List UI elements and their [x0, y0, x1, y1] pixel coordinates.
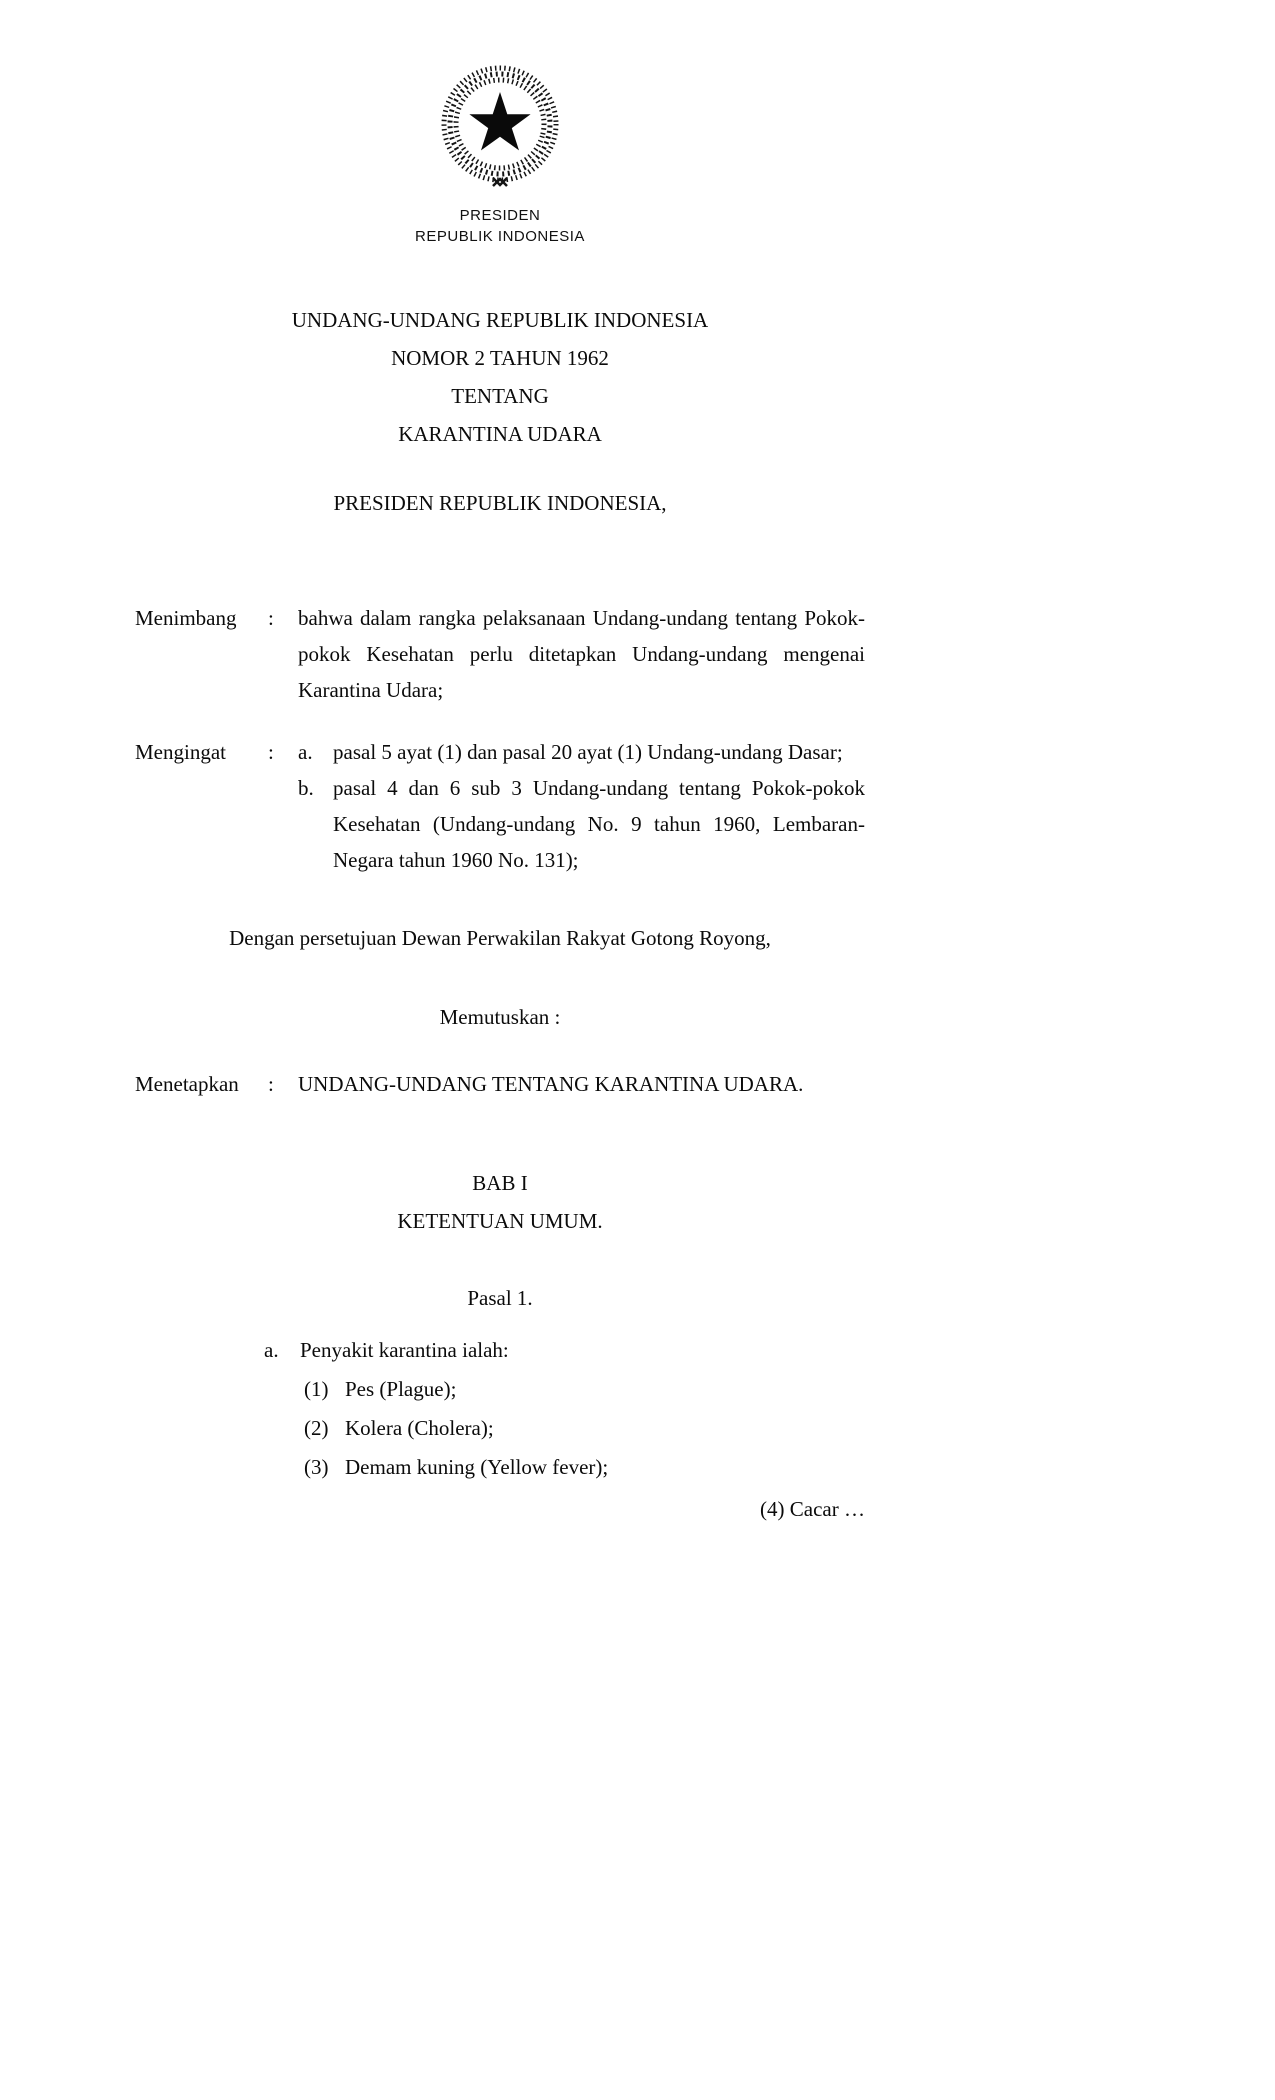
enactment-row — [135, 1066, 865, 1102]
recital-item-a-text: pasal 5 ayat (1) dan pasal 20 ayat (1) Undang-undang Dasar; — [333, 740, 843, 764]
considerations-colon: : — [268, 606, 274, 630]
enactment-colon: : — [268, 1072, 274, 1096]
recitals-label: Mengingat — [135, 740, 226, 764]
disease-item-1-marker: (1) — [304, 1377, 329, 1401]
disease-item-3 — [135, 1448, 865, 1487]
disease-item-2-marker: (2) — [304, 1416, 329, 1440]
article-item-a-marker: a. — [264, 1338, 279, 1362]
law-title-line3: TENTANG — [451, 384, 549, 408]
article-heading: Pasal 1. — [467, 1286, 533, 1310]
disease-item-3-marker: (3) — [304, 1455, 329, 1479]
considerations-text: bahwa dalam rangka pelaksanaan Undang-undang tentang Pokok-pokok Kesehatan perlu ditetapkan Undang-undang mengenai Karantina Udara; — [298, 606, 865, 702]
law-title-line1: UNDANG-UNDANG REPUBLIK INDONESIA — [291, 308, 709, 332]
law-title-block — [135, 301, 865, 453]
chapter-number: BAB I — [472, 1171, 528, 1195]
enactment-text: UNDANG-UNDANG TENTANG KARANTINA UDARA. — [298, 1072, 804, 1096]
considerations-label: Menimbang — [135, 606, 237, 630]
article-item-a-text: Penyakit karantina ialah: — [300, 1338, 509, 1362]
disease-item-2 — [135, 1409, 865, 1448]
recital-item-b-marker: b. — [298, 776, 314, 800]
recital-item-b-text: pasal 4 dan 6 sub 3 Undang-undang tentang Pokok-pokok Kesehatan (Undang-undang No. 9 tahun 1960, Lembaran-Negara tahun 1960 No. 131); — [333, 776, 865, 872]
recital-item-a — [298, 734, 865, 770]
disease-item-2-text: Kolera (Cholera); — [345, 1416, 494, 1440]
article-item-a-indent — [135, 1331, 264, 1370]
agreement-line: Dengan persetujuan Dewan Perwakilan Rakyat Gotong Royong, — [229, 926, 771, 950]
chapter-title: KETENTUAN UMUM. — [397, 1209, 603, 1233]
document-content — [135, 0, 865, 1522]
recitals-colon: : — [268, 740, 274, 764]
presidential-seal-icon — [430, 60, 570, 200]
recital-item-b — [298, 770, 865, 878]
letterhead-presiden: PRESIDEN — [459, 207, 541, 224]
law-title-line4: KARANTINA UDARA — [398, 422, 602, 446]
recitals-list — [298, 734, 865, 878]
salutation: PRESIDEN REPUBLIK INDONESIA, — [333, 491, 667, 515]
disease-item-1-text: Pes (Plague); — [345, 1377, 457, 1401]
disease-item-1 — [135, 1370, 865, 1409]
page-catchword: (4) Cacar … — [760, 1497, 865, 1521]
decision-heading: Memutuskan : — [439, 1005, 561, 1029]
recital-item-a-marker: a. — [298, 740, 313, 764]
considerations-row — [135, 600, 865, 708]
enactment-label: Menetapkan — [135, 1072, 239, 1096]
letterhead-republik-indonesia: REPUBLIK INDONESIA — [415, 228, 585, 245]
law-title-line2: NOMOR 2 TAHUN 1962 — [391, 346, 609, 370]
article-item-a — [135, 1331, 865, 1370]
chapter-heading — [135, 1164, 865, 1240]
disease-list — [135, 1370, 865, 1487]
disease-item-3-text: Demam kuning (Yellow fever); — [345, 1455, 609, 1479]
recitals-row — [135, 734, 865, 878]
letterhead — [135, 60, 865, 247]
